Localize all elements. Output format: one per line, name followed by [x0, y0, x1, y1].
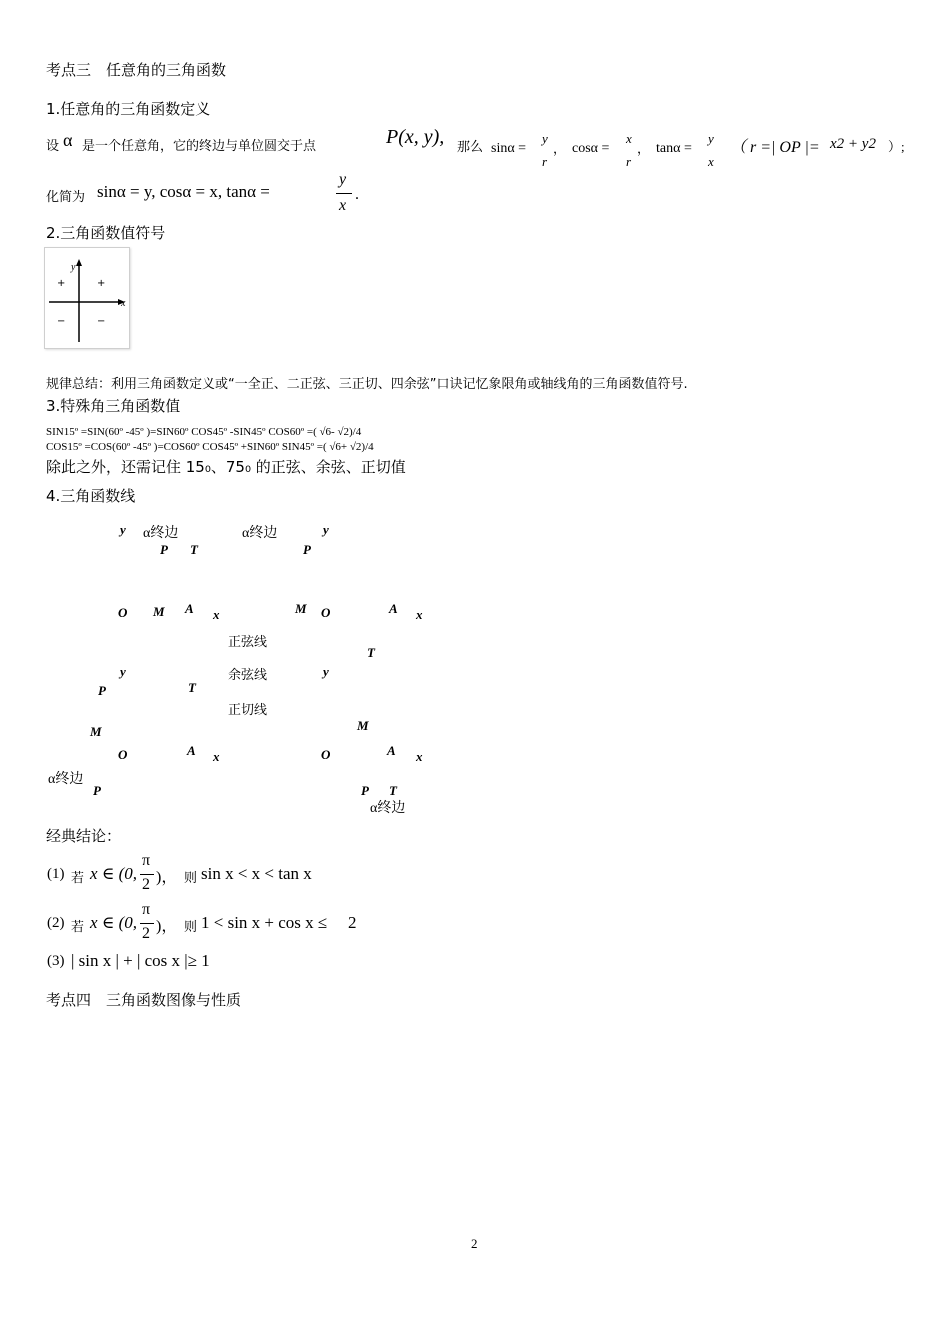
y-axis-label: y — [71, 262, 76, 273]
conclusion-1-then: 则 — [184, 871, 198, 886]
page-number: 2 — [471, 1236, 478, 1251]
simplify-prefix: 化简为 — [46, 190, 86, 205]
d4-origin-o: O — [321, 747, 331, 762]
d4-point-m: M — [357, 718, 369, 733]
cos-definition: cosα = — [572, 141, 610, 156]
d4-point-p: P — [361, 783, 369, 798]
quadrant-sign-diagram — [44, 247, 130, 349]
cos15-formula: COS15º =COS(60º -45º )=COS60º COS45º +SIN60º SIN45º =( √6+ √2)/4 — [46, 441, 374, 453]
d3-y-label: y — [120, 664, 126, 679]
conclusion-2-pi: π — [142, 901, 151, 918]
subsection-title-2: 2.三角函数值符号 — [46, 224, 166, 242]
conclusion-2-condition: x ∈ (0, — [90, 913, 138, 932]
tan-denominator: x — [708, 154, 714, 169]
simplified-formulas: sinα = y, cosα = x, tanα = — [97, 182, 270, 201]
sin-definition: sinα = — [491, 141, 527, 156]
d4-point-t: T — [389, 783, 397, 798]
fraction-bar — [140, 923, 154, 924]
subsection-title-1: 1.任意角的三角函数定义 — [46, 100, 211, 118]
d3-x-label: x — [213, 749, 220, 764]
alpha-symbol: α — [63, 130, 73, 150]
d4-y-label: y — [323, 664, 329, 679]
simplify-numerator: y — [339, 171, 347, 188]
cos-numerator: x — [626, 131, 632, 146]
d3-point-p: P — [98, 683, 106, 698]
conclusion-2-if: 若 — [71, 920, 85, 935]
d3-point-m: M — [90, 724, 102, 739]
quadrant-1-sign: + — [97, 278, 106, 289]
conclusion-2-result-end: 2 — [348, 913, 357, 932]
def-prefix: 设 — [46, 139, 60, 154]
d2-point-t: T — [367, 645, 375, 660]
tangent-line-label: 正切线 — [228, 703, 268, 718]
d2-point-m: M — [295, 601, 307, 616]
r-end: ）; — [888, 139, 905, 154]
quadrant-axes — [45, 248, 129, 348]
quadrant-2-sign: + — [57, 278, 66, 289]
conclusion-2-two: 2 — [142, 925, 150, 942]
conclusion-1-two: 2 — [142, 876, 150, 893]
d4-point-a: A — [387, 743, 396, 758]
d2-y-label: y — [323, 522, 329, 537]
d2-point-p: P — [303, 542, 311, 557]
conclusion-3-number: (3) — [47, 953, 65, 969]
r-expression: x2 + y2 — [830, 136, 876, 152]
fraction-bar — [336, 193, 352, 194]
d3-terminal-side: α终边 — [48, 772, 84, 787]
def-middle-text: 是一个任意角，它的终边与单位圆交于点 — [82, 139, 317, 154]
sin15-formula: SIN15º =SIN(60º -45º )=SIN60º COS45º -SIN45º COS60º =( √6- √2)/4 — [46, 426, 362, 438]
conclusion-2-number: (2) — [47, 915, 65, 931]
tan-definition: tanα = — [656, 141, 692, 156]
d1-point-p: P — [160, 542, 168, 557]
conclusion-2-close: )， — [156, 918, 178, 935]
conclusion-1-close: )， — [156, 869, 178, 886]
conclusion-1-pi: π — [142, 852, 151, 869]
cosine-line-label: 余弦线 — [228, 668, 268, 683]
conclusion-2-then: 则 — [184, 920, 198, 935]
sign-rule-summary: 规律总结：利用三角函数定义或“一全正、二正弦、三正切、四余弦”口诀记忆象限角或轴线角的三角函数值符号. — [46, 377, 688, 392]
quadrant-4-sign: − — [97, 316, 106, 327]
conclusion-2-result: 1 < sin x + cos x ≤ — [201, 913, 328, 932]
d3-point-t: T — [188, 680, 196, 695]
conclusion-1-result: sin x < x < tan x — [201, 864, 312, 883]
simplify-denominator: x — [339, 197, 347, 214]
fraction-bar — [140, 874, 154, 875]
conclusion-1-if: 若 — [71, 871, 85, 886]
d3-point-p-lower: P — [93, 783, 101, 798]
d1-terminal-side: α终边 — [143, 526, 179, 541]
point-p: P(x, y), — [386, 126, 445, 148]
d3-point-a: A — [187, 743, 196, 758]
d4-terminal-side: α终边 — [370, 801, 406, 816]
d4-x-label: x — [416, 749, 423, 764]
d2-terminal-side: α终边 — [242, 526, 278, 541]
section-title: 考点三 任意角的三角函数 — [46, 61, 227, 79]
x-axis-label: x — [121, 298, 126, 309]
d1-x-label: x — [213, 607, 220, 622]
d2-origin-o: O — [321, 605, 331, 620]
conclusion-1-number: (1) — [47, 866, 65, 882]
r-definition: （ r =| OP |= — [730, 139, 820, 156]
d1-point-t: T — [190, 542, 198, 557]
quadrant-3-sign: − — [57, 316, 66, 327]
d1-point-m: M — [153, 604, 165, 619]
comma: ， — [637, 142, 651, 157]
conclusion-1-condition: x ∈ (0, — [90, 864, 138, 883]
section-title: 考点四 三角函数图像与性质 — [46, 991, 242, 1009]
period: . — [355, 186, 359, 203]
subsection-title-3: 3.特殊角三角函数值 — [46, 397, 181, 415]
d2-point-a: A — [389, 601, 398, 616]
sine-line-label: 正弦线 — [228, 635, 268, 650]
tan-numerator: y — [708, 131, 714, 146]
then-text: 那么 — [457, 140, 484, 155]
d1-point-a: A — [185, 601, 194, 616]
special-angles-note: 除此之外，还需记住 15₀、75₀ 的正弦、余弦、正切值 — [46, 458, 406, 476]
conclusion-3-result: | sin x | + | cos x |≥ 1 — [71, 951, 210, 970]
cos-denominator: r — [626, 154, 632, 169]
conclusions-title: 经典结论： — [46, 827, 122, 845]
sin-numerator: y — [542, 131, 548, 146]
sin-denominator: r — [542, 154, 548, 169]
d1-y-label: y — [120, 522, 126, 537]
d2-x-label: x — [416, 607, 423, 622]
subsection-title-4: 4.三角函数线 — [46, 487, 136, 505]
comma: ， — [553, 142, 567, 157]
d1-origin-o: O — [118, 605, 128, 620]
d3-origin-o: O — [118, 747, 128, 762]
